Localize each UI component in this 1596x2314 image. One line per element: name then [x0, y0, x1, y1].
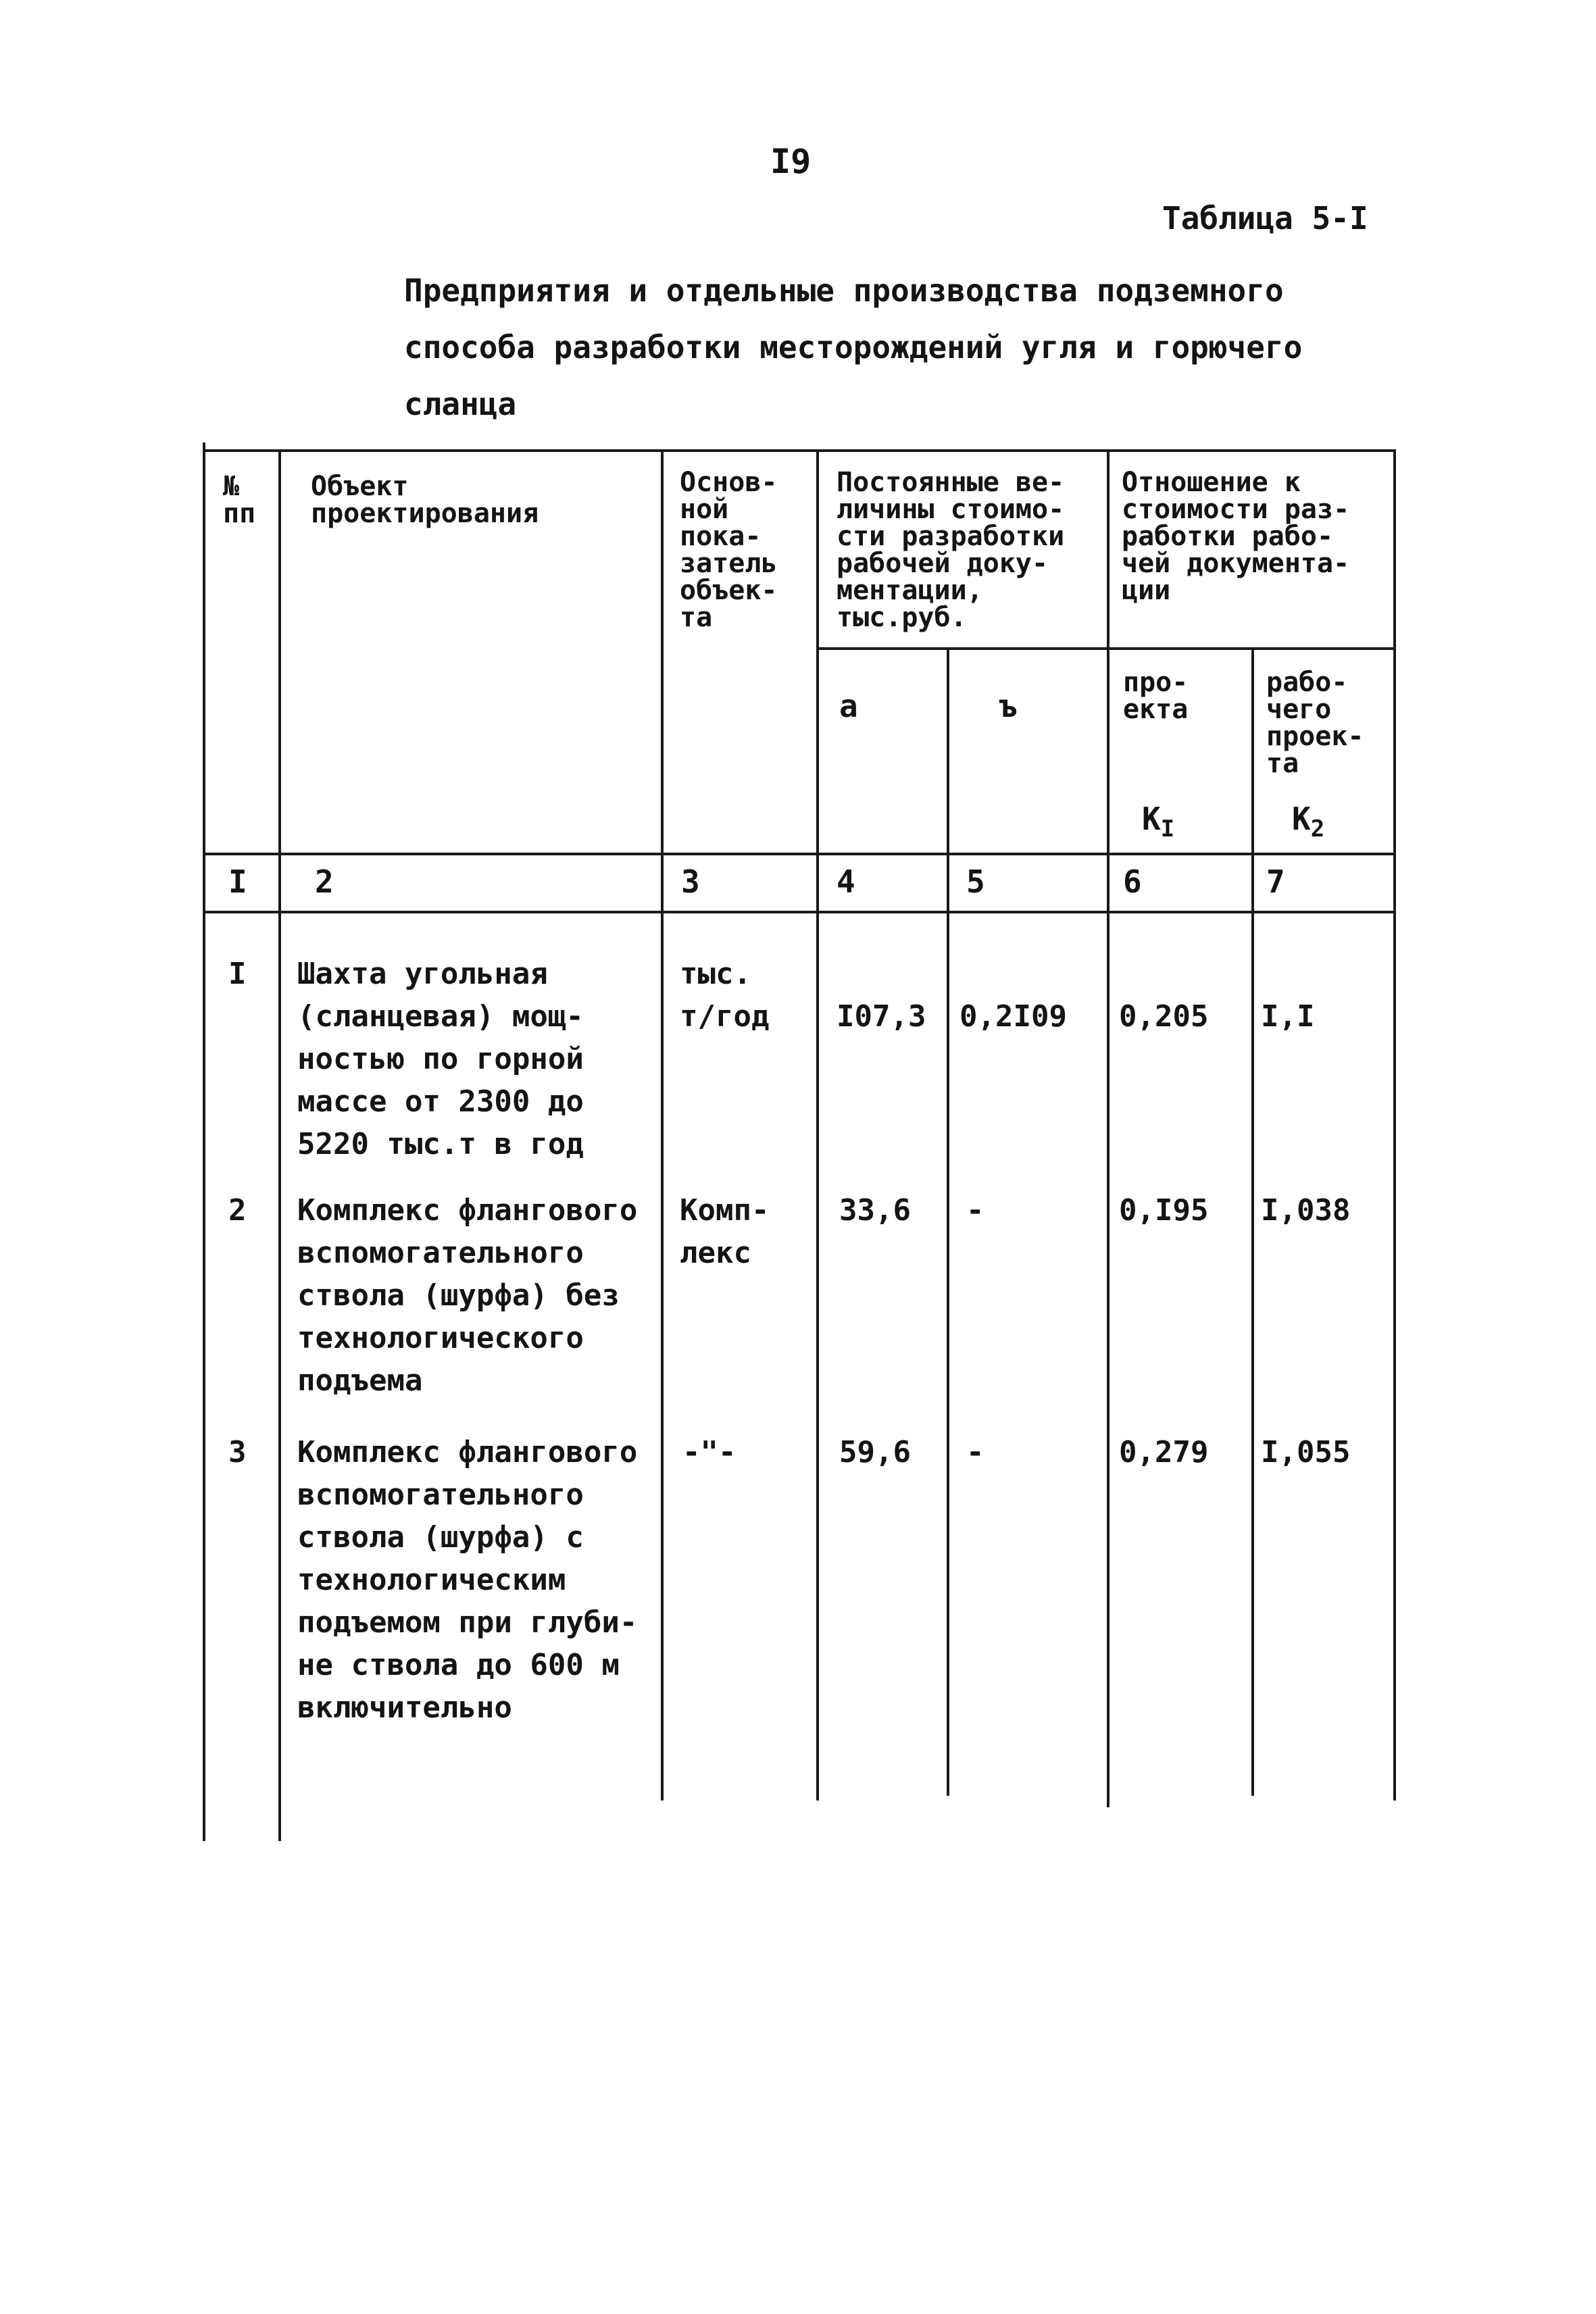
col-number: 7: [1266, 863, 1285, 900]
table-row-1-indicator: тыс. т/год: [680, 957, 770, 1034]
table-row-1-object: Шахта угольная (сланцевая) мощ- ностью по горной массе от 2300 до 5220 тыс.т в год: [297, 957, 584, 1161]
table-row-3-b: -: [966, 1435, 984, 1469]
header-indicator: Основ- ной пока- затель объек- та: [680, 467, 778, 633]
header-number: № пп: [223, 471, 256, 529]
table-row-2-k1: 0,I95: [1119, 1193, 1209, 1228]
col-number: 6: [1123, 863, 1142, 900]
table-row-1-b: 0,2I09: [959, 999, 1067, 1034]
table-row-2-number: 2: [228, 1193, 247, 1228]
table-row-1-a: I07,3: [837, 999, 926, 1034]
col-number: 2: [315, 863, 334, 900]
header-constant-values: Постоянные ве- личины стоимо- сти разработки рабочей доку- ментации, тыс.руб.: [837, 467, 1065, 633]
table-row-2-k2: I,038: [1261, 1193, 1351, 1228]
col-number: 3: [681, 863, 700, 900]
col-number: 4: [837, 863, 855, 900]
col-number: I: [228, 863, 247, 900]
table-row-3-indicator: -"-: [682, 1435, 737, 1469]
table-row-3-k2: I,055: [1261, 1435, 1351, 1469]
table-row-3-number: 3: [228, 1435, 247, 1469]
caption-line: сланца: [404, 386, 517, 422]
table-row-2-b: -: [966, 1193, 984, 1228]
header-k2-label: рабо- чего проек- та: [1266, 667, 1364, 779]
caption-line: способа разработки месторождений угля и горючего: [404, 329, 1303, 366]
header-object: Объект проектирования: [311, 471, 539, 529]
table-label: Таблица 5-I: [1162, 200, 1368, 236]
table-row-2-indicator: Комп- лекс: [680, 1193, 770, 1270]
table-row-2-a: 33,6: [839, 1193, 911, 1228]
table-caption: [404, 262, 1418, 432]
table-row-1-number: I: [228, 957, 247, 991]
table-row-3-object: Комплекс флангового вспомогательного ствола (шурфа) с технологическим подъемом при глуби- не ствола до 600 м включительно: [297, 1435, 638, 1725]
table-row-1-k2: I,I: [1261, 999, 1315, 1034]
header-k1: $К_I$: [1142, 801, 1175, 843]
table-row-3-a: 59,6: [839, 1435, 911, 1469]
header-b: ъ: [999, 688, 1018, 724]
caption-line: Предприятия и отдельные производства подземного: [404, 272, 1284, 309]
table-row-3-k1: 0,279: [1119, 1435, 1209, 1469]
header-k1-label: про- екта: [1123, 667, 1189, 725]
header-cost-ratio: Отношение к стоимости раз- работки рабо- чей документа- ции: [1122, 467, 1350, 606]
table-row-1-k1: 0,205: [1119, 999, 1209, 1034]
table-row-2-object: Комплекс флангового вспомогательного ствола (шурфа) без технологического подъема: [297, 1193, 638, 1398]
header-k2: $К_2$: [1292, 801, 1325, 843]
header-a: а: [839, 688, 858, 724]
col-number: 5: [966, 863, 985, 900]
page-number: I9: [770, 142, 812, 181]
